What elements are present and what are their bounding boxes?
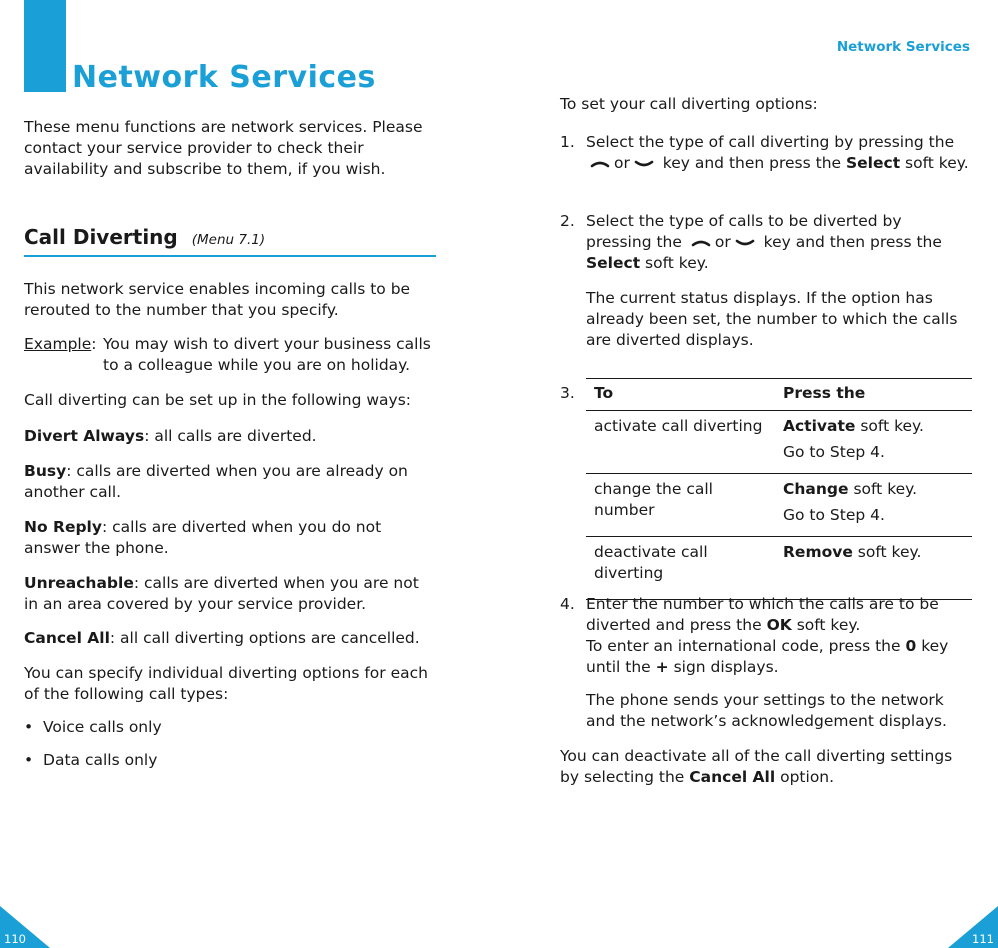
option-term: Divert Always <box>24 427 145 445</box>
table-row <box>586 537 972 600</box>
step-number: 3. <box>560 384 575 402</box>
bullet: • <box>24 751 34 769</box>
section-description: This network service enables incoming calls to be rerouted to the number that you specify. <box>24 280 411 319</box>
outro-text <box>560 746 972 788</box>
down-key-icon <box>634 159 654 169</box>
step-number: 1. <box>560 133 575 151</box>
step-text: soft key. <box>905 154 969 172</box>
select-key-label: Select <box>586 254 641 272</box>
next-step: Go to Step 4. <box>783 443 885 461</box>
section-title: Call Diverting <box>24 225 178 249</box>
intro-text: These menu functions are network services. Please contact your service provider to check their availability and subscribe to them, if you wish. <box>24 118 423 178</box>
running-head: Network Services <box>836 39 970 55</box>
action-table <box>586 378 972 600</box>
step-text: key and then press the <box>662 154 842 172</box>
title-accent-bar <box>24 0 66 92</box>
cancel-all-label: Cancel All <box>689 768 776 786</box>
option-term: Busy <box>24 462 67 480</box>
table-row <box>586 411 972 474</box>
section-menu-ref: (Menu 7.1) <box>191 232 266 248</box>
step-1-text <box>586 132 972 174</box>
right-intro: To set your call diverting options: <box>560 95 818 113</box>
example-colon: : <box>91 335 97 353</box>
or-text: or <box>714 233 731 251</box>
select-key-label: Select <box>846 154 901 172</box>
soft-key-rest: soft key. <box>848 480 918 498</box>
option-term: Unreachable <box>24 574 134 592</box>
step-4-text <box>586 594 972 678</box>
list-item-text: Data calls only <box>43 751 158 769</box>
table-cell-to: change the call number <box>586 474 775 537</box>
option-desc: : calls are diverted when you are already on another call. <box>24 462 408 501</box>
option-desc: : calls are diverted when you are not in an area covered by your service provider. <box>24 574 419 613</box>
option-item <box>24 426 436 447</box>
or-text: or <box>614 154 630 172</box>
step-text: soft key. <box>645 254 709 272</box>
option-desc: : all calls are diverted. <box>144 427 317 445</box>
step-text: Select the type of call diverting by pressing the <box>586 133 955 151</box>
ok-key-label: OK <box>766 616 792 634</box>
option-item <box>24 517 436 559</box>
table-cell-press <box>775 474 972 537</box>
option-term: Cancel All <box>24 629 110 647</box>
down-key-icon <box>735 238 755 248</box>
page-number-right: 111 <box>972 932 994 946</box>
table-cell-press <box>775 411 972 474</box>
bullet: • <box>24 718 34 736</box>
table-header-row <box>586 379 972 411</box>
example-label: Example <box>24 335 92 353</box>
next-step: Go to Step 4. <box>783 506 885 524</box>
up-key-icon <box>590 159 610 169</box>
table-cell-press <box>775 537 972 600</box>
table-header: Press the <box>775 379 972 411</box>
table-cell-to: activate call diverting <box>586 411 775 474</box>
option-desc: : calls are diverted when you do not answer the phone. <box>24 518 382 557</box>
step-text: soft key. <box>796 616 861 634</box>
example-block <box>24 334 436 374</box>
table-row <box>586 474 972 537</box>
up-key-icon <box>691 238 711 248</box>
soft-key-rest: soft key. <box>855 417 924 435</box>
step-text: key and then press the <box>763 233 942 251</box>
soft-key-name: Remove <box>783 543 853 561</box>
step-text: sign displays. <box>673 658 779 676</box>
option-item <box>24 461 436 503</box>
step-text: To enter an international code, press the <box>586 637 901 655</box>
types-intro: You can specify individual diverting options for each of the following call types: <box>24 664 428 703</box>
example-text: You may wish to divert your business calls to a colleague while you are on holiday. <box>103 335 431 374</box>
ways-intro: Call diverting can be set up in the following ways: <box>24 391 412 409</box>
step-text: key until the <box>586 637 949 676</box>
list-item-text: Voice calls only <box>43 718 162 736</box>
page-title: Network Services <box>72 60 376 95</box>
step-number: 2. <box>560 212 575 230</box>
outro-part: option. <box>780 768 835 786</box>
option-term: No Reply <box>24 518 102 536</box>
step-number: 4. <box>560 595 575 613</box>
option-desc: : all call diverting options are cancelled. <box>109 629 420 647</box>
plus-sign-label: + <box>655 658 669 676</box>
soft-key-rest: soft key. <box>852 543 922 561</box>
option-item <box>24 573 436 615</box>
step-2-note: The current status displays. If the option has already been set, the number to which the calls are diverted displays. <box>586 289 958 349</box>
list-item <box>24 750 436 771</box>
zero-key-label: 0 <box>905 637 917 655</box>
step-text: Select the type of calls to be diverted by pressing the <box>586 212 902 251</box>
step-text: Enter the number to which the calls are to be diverted and press the <box>586 595 939 634</box>
soft-key-name: Activate <box>783 417 856 435</box>
step-2-text <box>586 211 972 274</box>
soft-key-name: Change <box>783 480 849 498</box>
table-header: To <box>586 379 775 411</box>
section-heading <box>24 227 436 257</box>
step-4-note: The phone sends your settings to the network and the network’s acknowledgement displays. <box>586 691 947 730</box>
page-number-left: 110 <box>4 932 26 946</box>
option-item <box>24 628 436 649</box>
table-cell-to: deactivate call diverting <box>586 537 775 600</box>
outro-part: You can deactivate all of the call diverting settings by selecting the <box>560 747 953 786</box>
list-item <box>24 717 436 738</box>
